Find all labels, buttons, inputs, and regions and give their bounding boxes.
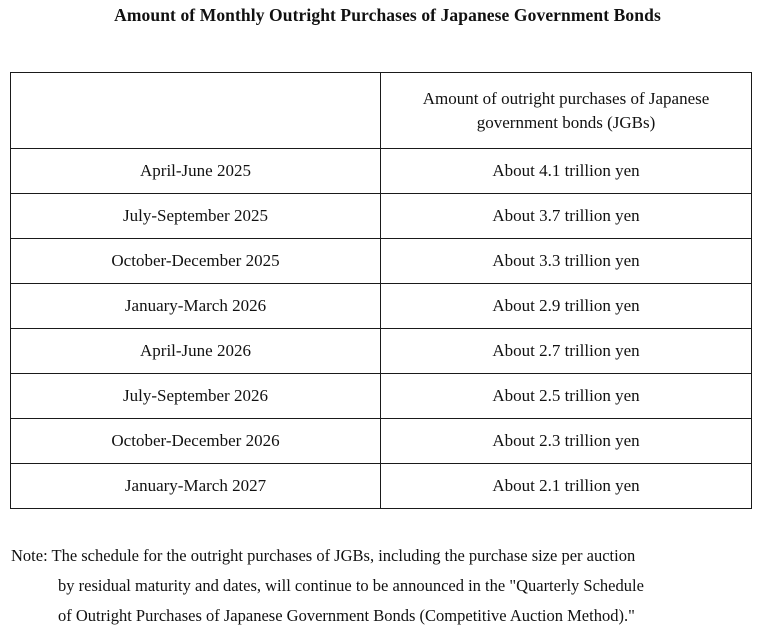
schedule-table-container bbox=[10, 72, 751, 509]
table-row bbox=[11, 239, 752, 284]
amount-cell: About 3.7 trillion yen bbox=[381, 194, 752, 239]
amount-cell: About 2.7 trillion yen bbox=[381, 329, 752, 374]
period-cell: April-June 2026 bbox=[11, 329, 381, 374]
period-cell: October-December 2026 bbox=[11, 419, 381, 464]
footnote bbox=[11, 541, 761, 631]
header-period-cell bbox=[11, 73, 381, 149]
table-row bbox=[11, 194, 752, 239]
amount-cell: About 2.9 trillion yen bbox=[381, 284, 752, 329]
header-amount-cell bbox=[381, 73, 752, 149]
table-header-row bbox=[11, 73, 752, 149]
note-line-2: by residual maturity and dates, will continue to be announced in the "Quarterly Schedule bbox=[58, 576, 644, 595]
purchase-schedule-table bbox=[10, 72, 752, 509]
amount-cell: About 2.3 trillion yen bbox=[381, 419, 752, 464]
amount-cell: About 2.5 trillion yen bbox=[381, 374, 752, 419]
amount-cell: About 2.1 trillion yen bbox=[381, 464, 752, 509]
header-amount-line1: Amount of outright purchases of Japanese bbox=[422, 88, 710, 108]
header-amount-line2: government bonds (JGBs) bbox=[476, 112, 656, 132]
table-row bbox=[11, 419, 752, 464]
period-cell: July-September 2026 bbox=[11, 374, 381, 419]
table-row bbox=[11, 464, 752, 509]
period-cell: July-September 2025 bbox=[11, 194, 381, 239]
period-cell: January-March 2027 bbox=[11, 464, 381, 509]
table-row bbox=[11, 329, 752, 374]
amount-cell: About 4.1 trillion yen bbox=[381, 149, 752, 194]
table-row bbox=[11, 149, 752, 194]
period-cell: January-March 2026 bbox=[11, 284, 381, 329]
note-line-3: of Outright Purchases of Japanese Government Bonds (Competitive Auction Method)." bbox=[58, 606, 635, 625]
document-title: Amount of Monthly Outright Purchases of Japanese Government Bonds bbox=[114, 5, 661, 25]
note-line-1: Note: The schedule for the outright purchases of JGBs, including the purchase size per auction bbox=[11, 546, 636, 565]
table-row bbox=[11, 374, 752, 419]
table-row bbox=[11, 284, 752, 329]
period-cell: October-December 2025 bbox=[11, 239, 381, 284]
period-cell: April-June 2025 bbox=[11, 149, 381, 194]
amount-cell: About 3.3 trillion yen bbox=[381, 239, 752, 284]
